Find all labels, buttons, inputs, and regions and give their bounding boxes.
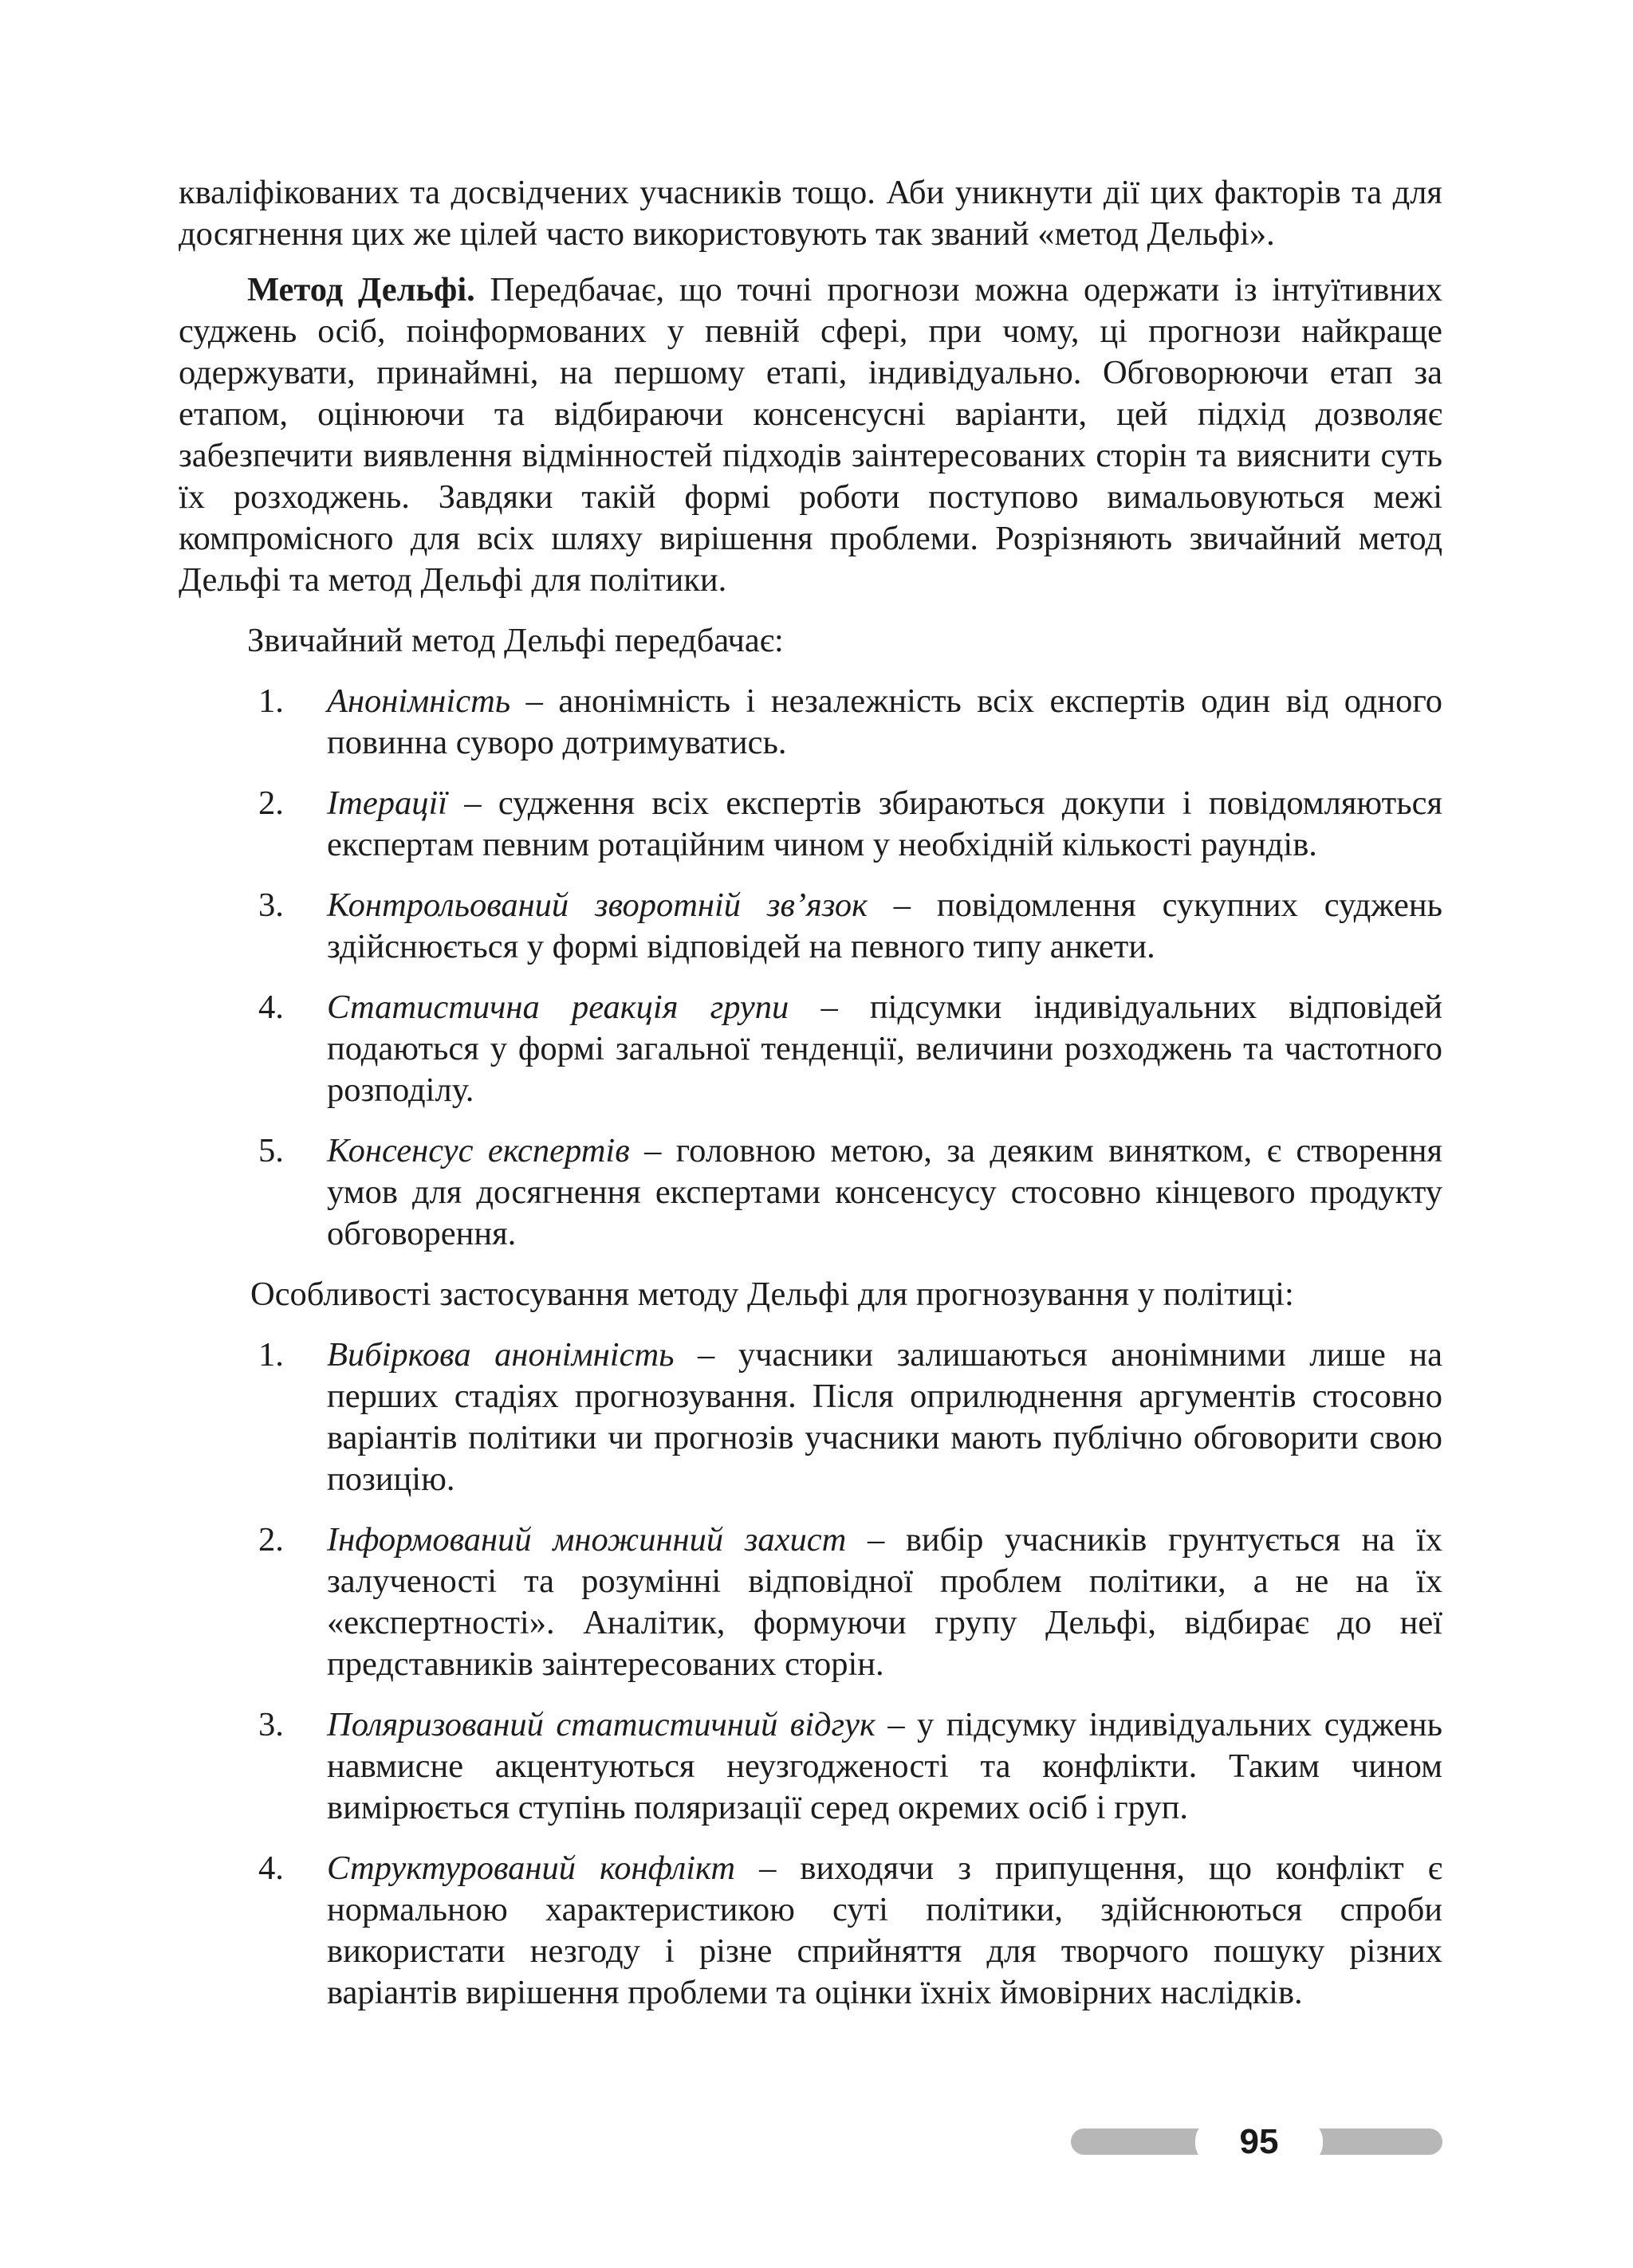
list-item — [179, 885, 1442, 968]
item-text: – у підсумку індивідуальних суджень навмисне акцентуються неузгодженості та конфлікти. Таким чином вимірюється ступінь поляризації серед окремих осіб і груп. — [327, 1706, 1443, 1826]
list-item — [179, 1704, 1442, 1829]
item-term: Інформований множинний захист — [327, 1521, 847, 1559]
item-term: Анонімність — [327, 682, 511, 720]
page-number: 95 — [1239, 2122, 1279, 2161]
list-item — [179, 1130, 1442, 1255]
page-tab-right — [1312, 2128, 1442, 2155]
item-number: 5. — [258, 1132, 284, 1169]
list-item — [179, 1334, 1442, 1500]
policy-lead: Особливості застосування методу Дельфі для прогнозування у політиці: — [250, 1276, 1294, 1313]
item-term: Структурований конфлікт — [327, 1849, 736, 1887]
item-number: 2. — [258, 1521, 284, 1559]
item-number: 3. — [258, 1706, 284, 1743]
delphi-heading: Метод Дельфі. — [247, 271, 475, 309]
item-text: – виходячи з припущення, що конфлікт є нормальною характеристикою суті політики, здійснюються спроби використати незгоду і різне сприйняття для творчого пошуку різних варіантів вирішення проблеми та оцінки їхніх ймовірних наслідків. — [327, 1849, 1443, 2011]
item-text: – судження всіх експертів збираються докупи і повідомляються експертам певним ротаційним чином у необхідній кількості раундів. — [327, 784, 1442, 863]
item-text: – вибір учасників грунтується на їх залученості та розумінні відповідної проблем політики, а не на їх «експертності». Аналітик, формуючи групу Дельфі, відбирає до неї представників заінтересованих сторін. — [327, 1521, 1442, 1683]
item-term: Контрольований зворотній зв’язок — [327, 886, 868, 924]
list-item — [179, 987, 1442, 1111]
policy-list — [179, 1334, 1442, 2014]
item-number: 4. — [258, 989, 284, 1026]
item-term: Консенсус експертів — [327, 1132, 630, 1169]
delphi-paragraph — [179, 269, 1442, 601]
body-text — [179, 172, 1442, 2014]
intro-paragraph: кваліфікованих та досвідчених учасників тощо. Аби уникнути дії цих факторів та для досягнення цих же цілей часто використовують так званий «метод Дельфі». — [179, 174, 1442, 253]
item-term: Вибіркова анонімність — [327, 1336, 675, 1374]
item-number: 2. — [258, 784, 284, 822]
classic-lead: Звичайний метод Дельфі передбачає: — [247, 622, 784, 659]
item-number: 1. — [258, 682, 284, 720]
delphi-text: Передбачає, що точні прогнози можна одержати із інтуїтивних суджень осіб, поінформованих у певній сфері, при чому, ці прогнози найкраще одержувати, принаймні, на першому етапі, індивідуально. Обговорюючи етап за етапом, оцінюючи та відбираючи консенсусні варіанти, цей підхід дозволяє забезпечити виявлення відмінностей підходів заінтересованих сторін та вияснити суть їх розходжень. Завдяки такій формі роботи поступово вимальовуються межі компромісного для всіх шляху вирішення проблеми. Розрізняють звичайний метод Дельфі та метод Дельфі для політики. — [179, 271, 1442, 599]
item-number: 3. — [258, 886, 284, 924]
item-term: Статистична реакція групи — [327, 989, 789, 1026]
item-text: – повідомлення сукупних суджень здійснюється у формі відповідей на певного типу анкети. — [327, 886, 1443, 965]
list-item — [179, 1519, 1442, 1685]
item-text: – учасники залишаються анонімними лише на перших стадіях прогнозування. Після оприлюднення аргументів стосовно варіантів політики чи прогнозів учасники мають публічно обговорити свою позицію. — [327, 1336, 1442, 1498]
page-tab-left — [1071, 2128, 1206, 2155]
list-item — [179, 681, 1442, 764]
item-term: Поляризований статистичний відгук — [327, 1706, 876, 1743]
classic-list — [179, 681, 1442, 1255]
item-text: – підсумки індивідуальних відповідей подаються у формі загальної тенденції, величини розходжень та частотного розподілу. — [327, 989, 1442, 1109]
item-text: – головною метою, за деяким винятком, є створення умов для досягнення експертами консенсусу стосовно кінцевого продукту обговорення. — [327, 1132, 1442, 1252]
item-number: 1. — [258, 1336, 284, 1374]
list-item — [179, 783, 1442, 866]
item-number: 4. — [258, 1849, 284, 1887]
item-text: – анонімність і незалежність всіх експертів один від одного повинна суворо дотримуватись. — [327, 682, 1442, 761]
list-item — [179, 1848, 1442, 2014]
page-number-badge — [1071, 2120, 1442, 2164]
item-term: Ітерації — [327, 784, 448, 822]
